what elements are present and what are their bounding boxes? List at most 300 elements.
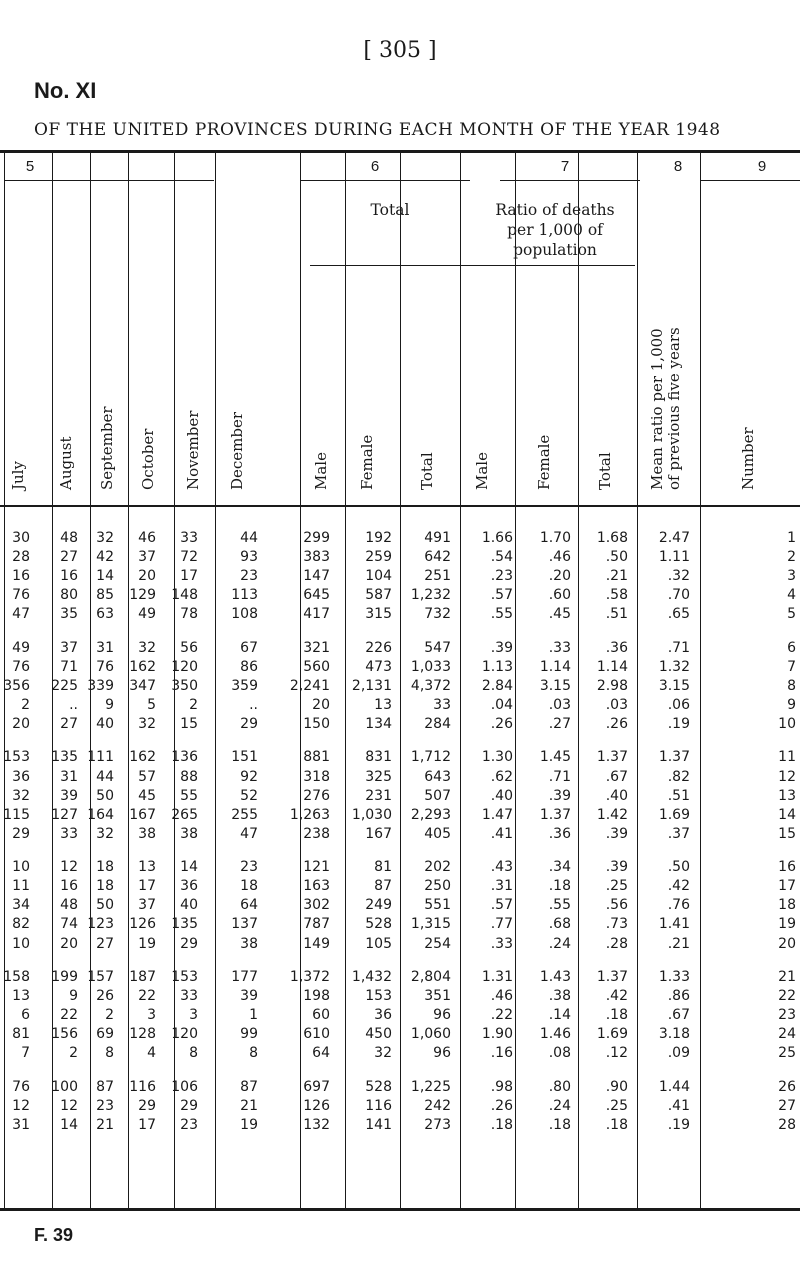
- cell-mean-ratio: 1.44: [658, 1078, 690, 1095]
- cell-july: 81: [12, 1026, 30, 1043]
- cell-september: 164: [87, 806, 114, 823]
- cell-ratio-female: .08: [548, 1045, 571, 1062]
- cell-ratio-male: .31: [490, 878, 513, 895]
- cell-august: 2: [69, 1045, 78, 1062]
- cell-ratio-female: .46: [548, 549, 571, 566]
- cell-number: 19: [778, 916, 796, 933]
- cell-ratio-male: 1.13: [481, 658, 513, 675]
- cell-august: ..: [69, 697, 78, 713]
- cell-november: 23: [180, 1116, 198, 1133]
- cell-october: 37: [138, 897, 156, 914]
- column-header-august: August: [57, 436, 75, 490]
- cell-total-male: 198: [303, 987, 330, 1004]
- cell-december: 137: [231, 916, 258, 933]
- cell-august: 33: [60, 825, 78, 842]
- column-divider: [515, 153, 516, 1208]
- cell-ratio-total: .50: [605, 549, 628, 566]
- cell-ratio-total: .25: [605, 1097, 628, 1114]
- cell-number: 16: [778, 859, 796, 876]
- cell-total-total: 643: [424, 768, 451, 785]
- cell-august: 39: [60, 787, 78, 804]
- cell-total-total: 1,315: [410, 916, 451, 933]
- ratio-span-header: [470, 200, 640, 260]
- cell-number: 27: [778, 1097, 796, 1114]
- cell-october: 46: [138, 530, 156, 546]
- cell-total-female: 249: [365, 897, 392, 914]
- cell-number: 4: [787, 587, 796, 604]
- cell-october: 57: [138, 768, 156, 785]
- cell-august: 9: [69, 987, 78, 1004]
- cell-august: 80: [60, 587, 78, 604]
- cell-total-male: 302: [303, 897, 330, 914]
- footer-code: F. 39: [34, 1225, 74, 1245]
- cell-ratio-male: .16: [490, 1045, 513, 1062]
- cell-november: 120: [171, 1026, 198, 1043]
- cell-september: 26: [96, 987, 114, 1004]
- column-header-september: September: [98, 406, 116, 490]
- cell-ratio-total: .56: [605, 897, 628, 914]
- cell-july: 20: [12, 716, 30, 733]
- cell-number: 17: [778, 878, 796, 895]
- cell-october: 22: [138, 987, 156, 1004]
- column-header-mean-ratio: Mean ratio per 1,000 of previous five years: [648, 327, 683, 490]
- cell-ratio-male: 1.30: [481, 749, 513, 766]
- ratio-subrule: [465, 265, 635, 266]
- cell-august: 199: [51, 968, 78, 985]
- cell-total-male: 560: [303, 658, 330, 675]
- cell-november: 15: [180, 716, 198, 733]
- table-title: OF THE UNITED PROVINCES DURING EACH MONTH OF THE YEAR 1948: [34, 120, 721, 140]
- cell-number: 14: [778, 806, 796, 823]
- cell-ratio-female: .80: [548, 1078, 571, 1095]
- cell-total-male: 321: [303, 639, 330, 656]
- cell-july: 82: [12, 916, 30, 933]
- cell-total-female: 87: [374, 878, 392, 895]
- cell-ratio-total: 1.37: [596, 968, 628, 985]
- cell-ratio-male: 1.66: [481, 530, 513, 546]
- cell-total-female: 2,131: [351, 677, 392, 694]
- cell-december: 151: [231, 749, 258, 766]
- cell-total-male: 1,372: [289, 968, 330, 985]
- cell-total-female: 1,432: [351, 968, 392, 985]
- column-header-total-total: Total: [418, 452, 436, 490]
- cell-mean-ratio: 1.32: [658, 658, 690, 675]
- cell-total-total: 551: [424, 897, 451, 914]
- page-number: [ 305 ]: [363, 38, 437, 63]
- cell-july: 10: [12, 859, 30, 876]
- cell-mean-ratio: .70: [667, 587, 690, 604]
- cell-november: 78: [180, 606, 198, 623]
- cell-mean-ratio: .86: [667, 987, 690, 1004]
- cell-ratio-female: .71: [548, 768, 571, 785]
- cell-number: 20: [778, 935, 796, 952]
- cell-september: 18: [96, 859, 114, 876]
- cell-total-male: 697: [303, 1078, 330, 1095]
- cell-total-total: 202: [424, 859, 451, 876]
- column-header-total-male: Male: [312, 452, 330, 490]
- cell-november: 88: [180, 768, 198, 785]
- cell-total-total: 547: [424, 639, 451, 656]
- cell-total-female: 141: [365, 1116, 392, 1133]
- cell-october: 187: [129, 968, 156, 985]
- cell-december: 39: [240, 987, 258, 1004]
- cell-october: 129: [129, 587, 156, 604]
- cell-july: 115: [3, 806, 30, 823]
- cell-december: 38: [240, 935, 258, 952]
- cell-november: 120: [171, 658, 198, 675]
- cell-total-total: 242: [424, 1097, 451, 1114]
- cell-october: 4: [147, 1045, 156, 1062]
- cell-ratio-male: .26: [490, 716, 513, 733]
- cell-august: 22: [60, 1007, 78, 1023]
- cell-ratio-female: .20: [548, 568, 571, 585]
- cell-ratio-total: .42: [605, 987, 628, 1004]
- cell-ratio-male: 2.84: [481, 677, 513, 694]
- column-header-ratio-male: Male: [473, 452, 491, 490]
- cell-september: 23: [96, 1097, 114, 1114]
- cell-ratio-total: 1.14: [596, 658, 628, 675]
- cell-number: 23: [778, 1007, 796, 1023]
- cell-september: 157: [87, 968, 114, 985]
- cell-ratio-total: .58: [605, 587, 628, 604]
- cell-october: 37: [138, 549, 156, 566]
- column-divider: [637, 153, 638, 1208]
- cell-total-male: 645: [303, 587, 330, 604]
- cell-total-male: 318: [303, 768, 330, 785]
- cell-december: 21: [240, 1097, 258, 1114]
- cell-july: 356: [3, 677, 30, 694]
- cell-september: 69: [96, 1026, 114, 1043]
- cell-total-total: 33: [433, 697, 451, 713]
- cell-mean-ratio: 1.69: [658, 806, 690, 823]
- group-header-9: 9: [757, 158, 767, 175]
- cell-october: 347: [129, 677, 156, 694]
- cell-total-female: 528: [365, 916, 392, 933]
- cell-july: 76: [12, 658, 30, 675]
- cell-july: 7: [21, 1045, 30, 1062]
- cell-august: 135: [51, 749, 78, 766]
- cell-mean-ratio: 2.47: [658, 530, 690, 546]
- cell-september: 76: [96, 658, 114, 675]
- group-rule-5: [4, 180, 214, 181]
- cell-october: 20: [138, 568, 156, 585]
- cell-october: 17: [138, 1116, 156, 1133]
- cell-october: 167: [129, 806, 156, 823]
- cell-december: 18: [240, 878, 258, 895]
- cell-total-female: 259: [365, 549, 392, 566]
- cell-total-male: 149: [303, 935, 330, 952]
- cell-total-female: 231: [365, 787, 392, 804]
- cell-total-female: 192: [365, 530, 392, 546]
- cell-october: 38: [138, 825, 156, 842]
- cell-october: 162: [129, 749, 156, 766]
- cell-total-total: 1,225: [410, 1078, 451, 1095]
- cell-september: 40: [96, 716, 114, 733]
- cell-number: 7: [787, 658, 796, 675]
- cell-august: 16: [60, 568, 78, 585]
- cell-mean-ratio: 1.37: [658, 749, 690, 766]
- cell-ratio-female: 1.70: [539, 530, 571, 546]
- cell-december: 47: [240, 825, 258, 842]
- ratio-header-line-2: per 1,000 of: [507, 221, 603, 239]
- cell-december: 52: [240, 787, 258, 804]
- cell-august: 27: [60, 549, 78, 566]
- cell-october: 3: [147, 1007, 156, 1023]
- cell-july: 36: [12, 768, 30, 785]
- cell-mean-ratio: .67: [667, 1007, 690, 1023]
- cell-total-female: 13: [374, 697, 392, 713]
- cell-ratio-female: .27: [548, 716, 571, 733]
- cell-november: 36: [180, 878, 198, 895]
- cell-ratio-total: .90: [605, 1078, 628, 1095]
- cell-total-total: 254: [424, 935, 451, 952]
- cell-december: 86: [240, 658, 258, 675]
- cell-july: 13: [12, 987, 30, 1004]
- cell-ratio-male: .77: [490, 916, 513, 933]
- cell-ratio-total: .67: [605, 768, 628, 785]
- cell-december: 93: [240, 549, 258, 566]
- cell-november: 56: [180, 639, 198, 656]
- cell-august: 37: [60, 639, 78, 656]
- column-divider: [578, 153, 579, 1208]
- column-header-total-female: Female: [358, 434, 376, 490]
- cell-total-total: 507: [424, 787, 451, 804]
- cell-july: 158: [3, 968, 30, 985]
- cell-december: 8: [249, 1045, 258, 1062]
- cell-november: 40: [180, 897, 198, 914]
- cell-october: 128: [129, 1026, 156, 1043]
- cell-ratio-total: .12: [605, 1045, 628, 1062]
- column-divider: [345, 153, 346, 1208]
- cell-december: 64: [240, 897, 258, 914]
- cell-november: 2: [189, 697, 198, 713]
- cell-ratio-female: .34: [548, 859, 571, 876]
- cell-september: 63: [96, 606, 114, 623]
- cell-july: 16: [12, 568, 30, 585]
- cell-total-total: 1,033: [410, 658, 451, 675]
- cell-august: 100: [51, 1078, 78, 1095]
- cell-august: 225: [51, 677, 78, 694]
- cell-september: 44: [96, 768, 114, 785]
- cell-total-female: 226: [365, 639, 392, 656]
- cell-october: 19: [138, 935, 156, 952]
- cell-july: 47: [12, 606, 30, 623]
- cell-total-total: 250: [424, 878, 451, 895]
- cell-ratio-total: .51: [605, 606, 628, 623]
- column-divider: [700, 153, 701, 1208]
- cell-july: 153: [3, 749, 30, 766]
- cell-total-female: 167: [365, 825, 392, 842]
- cell-total-female: 36: [374, 1007, 392, 1023]
- cell-number: 3: [787, 568, 796, 585]
- cell-total-female: 315: [365, 606, 392, 623]
- cell-september: 85: [96, 587, 114, 604]
- cell-total-female: 105: [365, 935, 392, 952]
- cell-august: 35: [60, 606, 78, 623]
- cell-september: 31: [96, 639, 114, 656]
- cell-november: 29: [180, 935, 198, 952]
- cell-number: 5: [787, 606, 796, 623]
- cell-july: 76: [12, 587, 30, 604]
- cell-november: 33: [180, 530, 198, 546]
- cell-november: 17: [180, 568, 198, 585]
- cell-september: 27: [96, 935, 114, 952]
- cell-total-female: 81: [374, 859, 392, 876]
- column-header-number: Number: [739, 427, 757, 490]
- cell-august: 31: [60, 768, 78, 785]
- cell-mean-ratio: .19: [667, 1116, 690, 1133]
- cell-november: 55: [180, 787, 198, 804]
- cell-august: 20: [60, 935, 78, 952]
- cell-total-female: 325: [365, 768, 392, 785]
- cell-total-male: 121: [303, 859, 330, 876]
- cell-july: 29: [12, 825, 30, 842]
- cell-number: 10: [778, 716, 796, 733]
- cell-total-female: 1,030: [351, 806, 392, 823]
- cell-october: 49: [138, 606, 156, 623]
- cell-ratio-total: .21: [605, 568, 628, 585]
- cell-total-male: 163: [303, 878, 330, 895]
- cell-number: 1: [787, 530, 796, 546]
- cell-ratio-male: .55: [490, 606, 513, 623]
- cell-ratio-total: .25: [605, 878, 628, 895]
- cell-ratio-female: .68: [548, 916, 571, 933]
- cell-total-female: 104: [365, 568, 392, 585]
- cell-total-male: 610: [303, 1026, 330, 1043]
- cell-july: 11: [12, 878, 30, 895]
- cell-number: 26: [778, 1078, 796, 1095]
- cell-july: 12: [12, 1097, 30, 1114]
- cell-number: 9: [787, 697, 796, 713]
- cell-november: 14: [180, 859, 198, 876]
- cell-november: 136: [171, 749, 198, 766]
- cell-december: 23: [240, 568, 258, 585]
- cell-mean-ratio: .21: [667, 935, 690, 952]
- cell-number: 15: [778, 825, 796, 842]
- group-rule-7: [500, 180, 640, 181]
- cell-total-male: 126: [303, 1097, 330, 1114]
- cell-ratio-female: .18: [548, 1116, 571, 1133]
- cell-december: 108: [231, 606, 258, 623]
- cell-november: 148: [171, 587, 198, 604]
- cell-december: ..: [249, 697, 258, 713]
- cell-august: 48: [60, 530, 78, 546]
- cell-total-male: 150: [303, 716, 330, 733]
- cell-july: 76: [12, 1078, 30, 1095]
- cell-total-male: 417: [303, 606, 330, 623]
- cell-total-total: 732: [424, 606, 451, 623]
- cell-december: 113: [231, 587, 258, 604]
- cell-september: 14: [96, 568, 114, 585]
- cell-number: 24: [778, 1026, 796, 1043]
- cell-total-total: 1,712: [410, 749, 451, 766]
- cell-ratio-male: .40: [490, 787, 513, 804]
- group-header-8: 8: [673, 158, 683, 175]
- cell-ratio-total: 1.42: [596, 806, 628, 823]
- cell-august: 27: [60, 716, 78, 733]
- cell-mean-ratio: .42: [667, 878, 690, 895]
- cell-august: 14: [60, 1116, 78, 1133]
- cell-number: 25: [778, 1045, 796, 1062]
- cell-number: 21: [778, 968, 796, 985]
- cell-total-total: 284: [424, 716, 451, 733]
- cell-july: 30: [12, 530, 30, 546]
- column-header-december: December: [228, 411, 246, 490]
- cell-number: 22: [778, 987, 796, 1004]
- cell-total-male: 1,263: [289, 806, 330, 823]
- cell-september: 50: [96, 787, 114, 804]
- cell-mean-ratio: .51: [667, 787, 690, 804]
- bottom-rule: [0, 1208, 800, 1211]
- cell-ratio-total: .39: [605, 825, 628, 842]
- cell-total-female: 528: [365, 1078, 392, 1095]
- group-rule-9: [700, 180, 800, 181]
- cell-ratio-female: .18: [548, 878, 571, 895]
- cell-ratio-total: .36: [605, 639, 628, 656]
- cell-ratio-male: .98: [490, 1078, 513, 1095]
- cell-mean-ratio: .76: [667, 897, 690, 914]
- cell-ratio-total: .28: [605, 935, 628, 952]
- cell-december: 177: [231, 968, 258, 985]
- cell-ratio-female: .14: [548, 1007, 571, 1023]
- cell-ratio-male: .22: [490, 1007, 513, 1023]
- cell-november: 135: [171, 916, 198, 933]
- column-divider: [215, 153, 216, 1208]
- cell-ratio-male: .57: [490, 897, 513, 914]
- cell-december: 92: [240, 768, 258, 785]
- column-divider: [400, 153, 401, 1208]
- cell-mean-ratio: .71: [667, 639, 690, 656]
- cell-july: 6: [21, 1007, 30, 1023]
- cell-ratio-total: .40: [605, 787, 628, 804]
- cell-ratio-total: .73: [605, 916, 628, 933]
- cell-ratio-male: .62: [490, 768, 513, 785]
- cell-october: 17: [138, 878, 156, 895]
- cell-total-total: 96: [433, 1045, 451, 1062]
- cell-ratio-male: .23: [490, 568, 513, 585]
- cell-ratio-total: 1.69: [596, 1026, 628, 1043]
- cell-december: 359: [231, 677, 258, 694]
- cell-total-male: 132: [303, 1116, 330, 1133]
- cell-october: 29: [138, 1097, 156, 1114]
- ratio-header-line-3: population: [513, 241, 597, 259]
- cell-mean-ratio: .50: [667, 859, 690, 876]
- cell-september: 18: [96, 878, 114, 895]
- cell-total-female: 134: [365, 716, 392, 733]
- cell-august: 12: [60, 1097, 78, 1114]
- column-header-november: November: [184, 410, 202, 490]
- cell-ratio-female: .38: [548, 987, 571, 1004]
- cell-ratio-total: .39: [605, 859, 628, 876]
- cell-ratio-female: .60: [548, 587, 571, 604]
- cell-september: 9: [105, 697, 114, 713]
- cell-mean-ratio: .82: [667, 768, 690, 785]
- cell-mean-ratio: .41: [667, 1097, 690, 1114]
- cell-total-total: 1,060: [410, 1026, 451, 1043]
- table-number: No. XI: [34, 78, 97, 103]
- cell-total-male: 60: [312, 1007, 330, 1023]
- cell-mean-ratio: 1.41: [658, 916, 690, 933]
- cell-october: 162: [129, 658, 156, 675]
- cell-november: 8: [189, 1045, 198, 1062]
- cell-ratio-female: 1.14: [539, 658, 571, 675]
- cell-number: 11: [778, 749, 796, 766]
- cell-total-female: 153: [365, 987, 392, 1004]
- column-divider: [460, 153, 461, 1208]
- column-header-ratio-total: Total: [596, 452, 614, 490]
- cell-mean-ratio: 1.33: [658, 968, 690, 985]
- cell-total-male: 64: [312, 1045, 330, 1062]
